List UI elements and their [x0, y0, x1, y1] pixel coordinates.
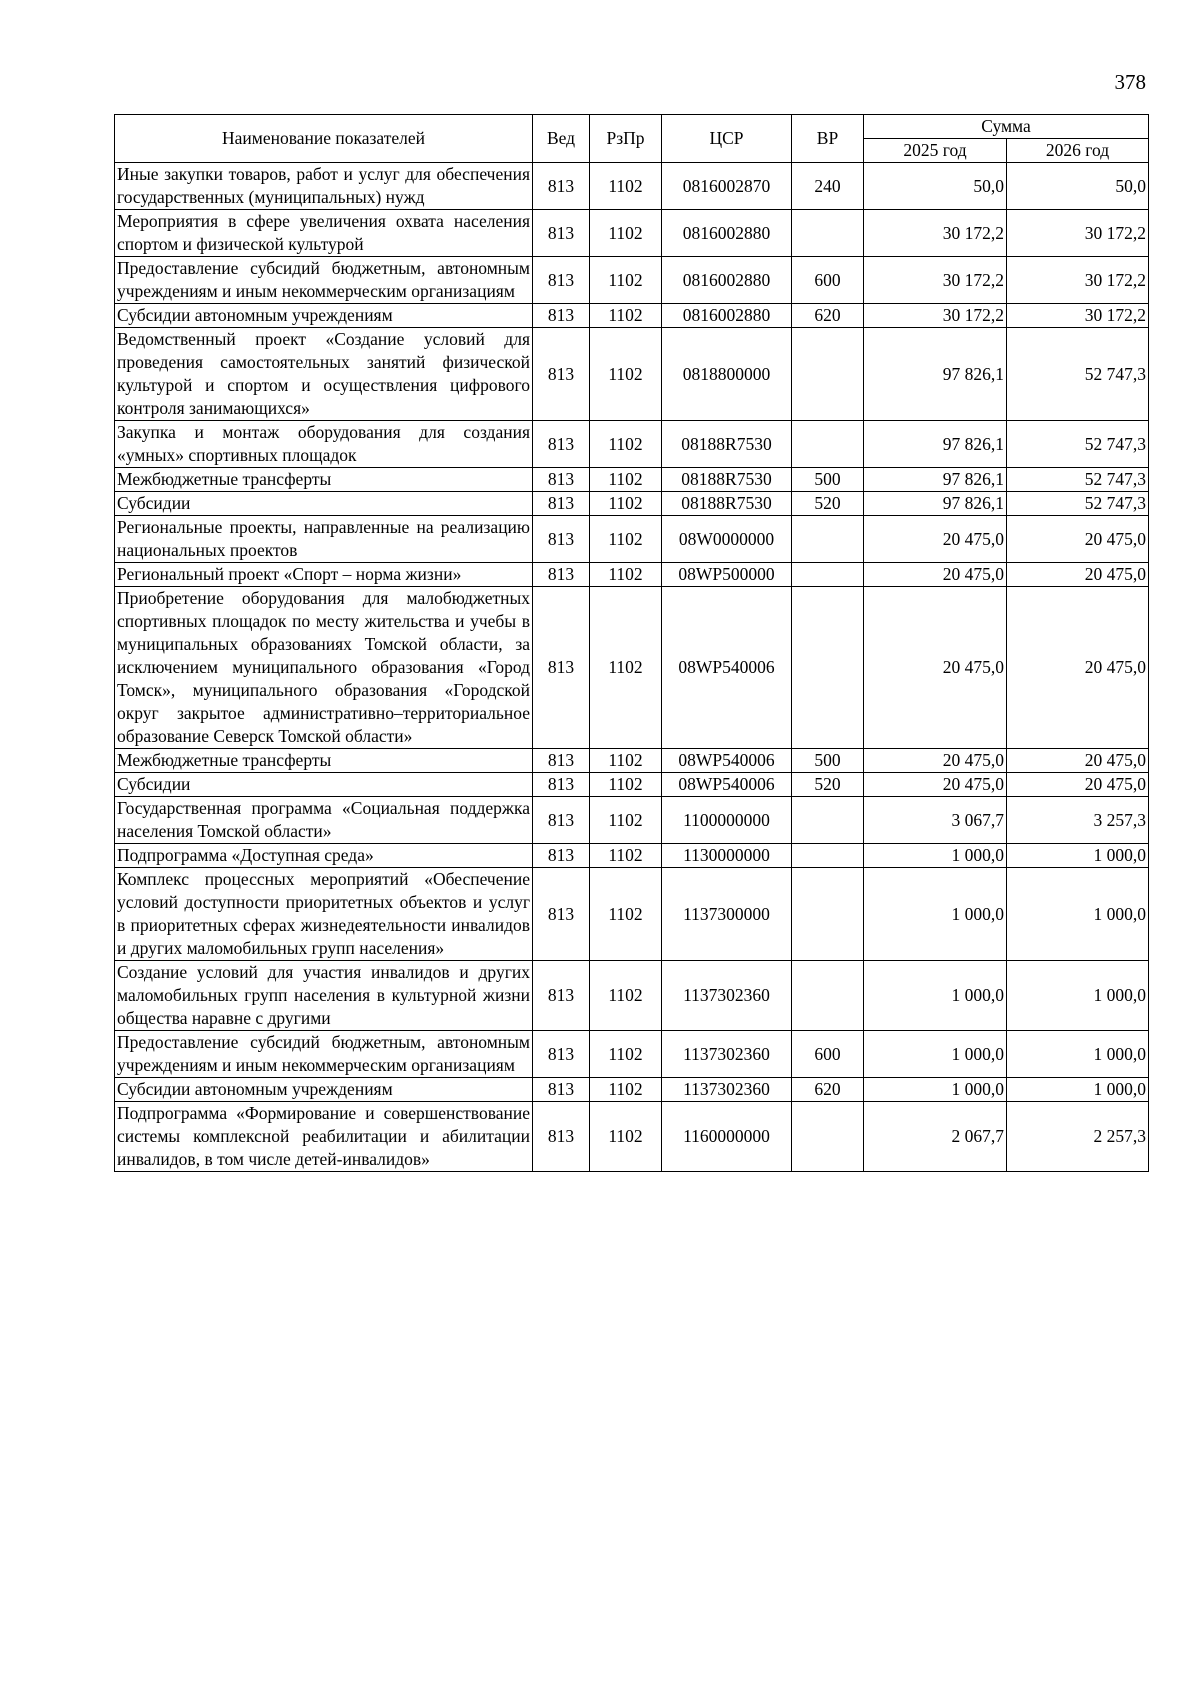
- cell-csr: 1137302360: [662, 1031, 792, 1078]
- header-vr: ВР: [792, 115, 864, 163]
- cell-vr: [792, 797, 864, 844]
- cell-csr: 1137302360: [662, 961, 792, 1031]
- cell-s2026: 1 000,0: [1007, 1031, 1149, 1078]
- cell-name: Межбюджетные трансферты: [115, 468, 533, 492]
- cell-s2025: 97 826,1: [864, 421, 1007, 468]
- cell-csr: 1130000000: [662, 844, 792, 868]
- cell-s2025: 1 000,0: [864, 844, 1007, 868]
- table-row: [115, 421, 1149, 468]
- cell-vr: [792, 563, 864, 587]
- cell-name: Приобретение оборудования для малобюджетных спортивных площадок по месту жительства и учебы в муниципальных образованиях Томской области, за исключением муниципального образования «Город Томск», муниципального образования «Городской округ закрытое административно–территориальное образование Северск Томской области»: [115, 587, 533, 749]
- cell-rzpr: 1102: [590, 468, 662, 492]
- cell-s2025: 20 475,0: [864, 587, 1007, 749]
- cell-ved: 813: [533, 868, 590, 961]
- cell-name: Межбюджетные трансферты: [115, 749, 533, 773]
- cell-name: Комплекс процессных мероприятий «Обеспечение условий доступности приоритетных объектов и услуг в приоритетных сферах жизнедеятельности инвалидов и других маломобильных групп населения»: [115, 868, 533, 961]
- cell-s2026: 20 475,0: [1007, 773, 1149, 797]
- cell-name: Подпрограмма «Формирование и совершенствование системы комплексной реабилитации и абилитации инвалидов, в том числе детей-инвалидов»: [115, 1102, 533, 1172]
- cell-ved: 813: [533, 773, 590, 797]
- cell-csr: 08WP500000: [662, 563, 792, 587]
- cell-name: Ведомственный проект «Создание условий для проведения самостоятельных занятий физической культурой и спортом и осуществления цифрового контроля занимающихся»: [115, 328, 533, 421]
- cell-csr: 0816002870: [662, 163, 792, 210]
- cell-rzpr: 1102: [590, 516, 662, 563]
- cell-ved: 813: [533, 587, 590, 749]
- cell-rzpr: 1102: [590, 163, 662, 210]
- header-rzpr: РзПр: [590, 115, 662, 163]
- header-year-2025: 2025 год: [864, 139, 1007, 163]
- cell-csr: 08188R7530: [662, 492, 792, 516]
- cell-vr: 620: [792, 304, 864, 328]
- cell-csr: 08WP540006: [662, 587, 792, 749]
- cell-vr: 500: [792, 749, 864, 773]
- cell-csr: 08WP540006: [662, 773, 792, 797]
- header-year-2026: 2026 год: [1007, 139, 1149, 163]
- page-number: 378: [1114, 70, 1146, 94]
- cell-vr: [792, 587, 864, 749]
- cell-s2026: 52 747,3: [1007, 421, 1149, 468]
- cell-name: Государственная программа «Социальная поддержка населения Томской области»: [115, 797, 533, 844]
- cell-rzpr: 1102: [590, 1078, 662, 1102]
- cell-ved: 813: [533, 257, 590, 304]
- cell-rzpr: 1102: [590, 961, 662, 1031]
- cell-s2026: 3 257,3: [1007, 797, 1149, 844]
- cell-ved: 813: [533, 492, 590, 516]
- cell-s2025: 1 000,0: [864, 1078, 1007, 1102]
- table-header: [115, 115, 1149, 163]
- cell-csr: 08W0000000: [662, 516, 792, 563]
- cell-rzpr: 1102: [590, 328, 662, 421]
- cell-s2026: 50,0: [1007, 163, 1149, 210]
- cell-csr: 0818800000: [662, 328, 792, 421]
- cell-csr: 0816002880: [662, 257, 792, 304]
- table-row: [115, 797, 1149, 844]
- table-row: [115, 587, 1149, 749]
- cell-name: Иные закупки товаров, работ и услуг для обеспечения государственных (муниципальных) нужд: [115, 163, 533, 210]
- cell-name: Субсидии: [115, 492, 533, 516]
- cell-s2026: 1 000,0: [1007, 844, 1149, 868]
- cell-rzpr: 1102: [590, 563, 662, 587]
- cell-name: Закупка и монтаж оборудования для создания «умных» спортивных площадок: [115, 421, 533, 468]
- cell-csr: 1137300000: [662, 868, 792, 961]
- cell-s2025: 1 000,0: [864, 868, 1007, 961]
- cell-s2025: 97 826,1: [864, 492, 1007, 516]
- cell-vr: 600: [792, 257, 864, 304]
- cell-csr: 1160000000: [662, 1102, 792, 1172]
- cell-name: Региональные проекты, направленные на реализацию национальных проектов: [115, 516, 533, 563]
- cell-s2026: 20 475,0: [1007, 516, 1149, 563]
- cell-csr: 1100000000: [662, 797, 792, 844]
- cell-vr: [792, 516, 864, 563]
- cell-csr: 08WP540006: [662, 749, 792, 773]
- table-row: [115, 328, 1149, 421]
- cell-s2025: 30 172,2: [864, 304, 1007, 328]
- header-sum: Сумма: [864, 115, 1149, 139]
- cell-s2026: 52 747,3: [1007, 492, 1149, 516]
- cell-ved: 813: [533, 961, 590, 1031]
- cell-rzpr: 1102: [590, 257, 662, 304]
- cell-rzpr: 1102: [590, 304, 662, 328]
- table-row: [115, 492, 1149, 516]
- cell-ved: 813: [533, 1031, 590, 1078]
- cell-name: Субсидии автономным учреждениям: [115, 304, 533, 328]
- cell-vr: [792, 868, 864, 961]
- cell-name: Предоставление субсидий бюджетным, автономным учреждениям и иным некоммерческим организациям: [115, 257, 533, 304]
- cell-s2025: 20 475,0: [864, 773, 1007, 797]
- table-row: [115, 257, 1149, 304]
- cell-ved: 813: [533, 163, 590, 210]
- cell-ved: 813: [533, 516, 590, 563]
- cell-s2025: 3 067,7: [864, 797, 1007, 844]
- cell-name: Субсидии автономным учреждениям: [115, 1078, 533, 1102]
- cell-csr: 0816002880: [662, 210, 792, 257]
- cell-vr: 520: [792, 773, 864, 797]
- cell-s2025: 50,0: [864, 163, 1007, 210]
- cell-s2026: 1 000,0: [1007, 961, 1149, 1031]
- table-row: [115, 304, 1149, 328]
- cell-ved: 813: [533, 304, 590, 328]
- header-csr: ЦСР: [662, 115, 792, 163]
- cell-s2026: 1 000,0: [1007, 868, 1149, 961]
- cell-rzpr: 1102: [590, 1102, 662, 1172]
- cell-rzpr: 1102: [590, 421, 662, 468]
- cell-s2026: 20 475,0: [1007, 587, 1149, 749]
- cell-s2026: 1 000,0: [1007, 1078, 1149, 1102]
- cell-s2025: 1 000,0: [864, 1031, 1007, 1078]
- cell-ved: 813: [533, 328, 590, 421]
- cell-csr: 08188R7530: [662, 468, 792, 492]
- table-row: [115, 563, 1149, 587]
- cell-s2025: 20 475,0: [864, 516, 1007, 563]
- cell-rzpr: 1102: [590, 1031, 662, 1078]
- cell-vr: 500: [792, 468, 864, 492]
- cell-ved: 813: [533, 421, 590, 468]
- cell-s2025: 30 172,2: [864, 257, 1007, 304]
- cell-name: Предоставление субсидий бюджетным, автономным учреждениям и иным некоммерческим организациям: [115, 1031, 533, 1078]
- cell-s2026: 2 257,3: [1007, 1102, 1149, 1172]
- cell-rzpr: 1102: [590, 492, 662, 516]
- cell-vr: 600: [792, 1031, 864, 1078]
- cell-rzpr: 1102: [590, 773, 662, 797]
- cell-name: Создание условий для участия инвалидов и других маломобильных групп населения в культурной жизни общества наравне с другими: [115, 961, 533, 1031]
- cell-s2025: 1 000,0: [864, 961, 1007, 1031]
- cell-s2026: 30 172,2: [1007, 210, 1149, 257]
- cell-csr: 08188R7530: [662, 421, 792, 468]
- cell-vr: [792, 328, 864, 421]
- cell-csr: 1137302360: [662, 1078, 792, 1102]
- cell-csr: 0816002880: [662, 304, 792, 328]
- cell-s2026: 20 475,0: [1007, 563, 1149, 587]
- table-row: [115, 210, 1149, 257]
- table-row: [115, 773, 1149, 797]
- cell-s2026: 20 475,0: [1007, 749, 1149, 773]
- cell-rzpr: 1102: [590, 749, 662, 773]
- header-ved: Вед: [533, 115, 590, 163]
- cell-vr: 240: [792, 163, 864, 210]
- cell-ved: 813: [533, 210, 590, 257]
- header-name: Наименование показателей: [115, 115, 533, 163]
- table-row: [115, 961, 1149, 1031]
- cell-vr: [792, 1102, 864, 1172]
- cell-vr: 520: [792, 492, 864, 516]
- cell-vr: [792, 210, 864, 257]
- table-row: [115, 1078, 1149, 1102]
- cell-ved: 813: [533, 797, 590, 844]
- cell-ved: 813: [533, 468, 590, 492]
- table-row: [115, 844, 1149, 868]
- cell-vr: 620: [792, 1078, 864, 1102]
- table-row: [115, 1031, 1149, 1078]
- cell-ved: 813: [533, 563, 590, 587]
- cell-s2026: 30 172,2: [1007, 304, 1149, 328]
- cell-name: Мероприятия в сфере увеличения охвата населения спортом и физической культурой: [115, 210, 533, 257]
- cell-s2025: 20 475,0: [864, 749, 1007, 773]
- cell-vr: [792, 421, 864, 468]
- cell-s2025: 2 067,7: [864, 1102, 1007, 1172]
- cell-name: Подпрограмма «Доступная среда»: [115, 844, 533, 868]
- table-row: [115, 868, 1149, 961]
- cell-vr: [792, 844, 864, 868]
- table-row: [115, 749, 1149, 773]
- cell-ved: 813: [533, 1102, 590, 1172]
- cell-s2025: 97 826,1: [864, 328, 1007, 421]
- table-row: [115, 1102, 1149, 1172]
- cell-s2025: 97 826,1: [864, 468, 1007, 492]
- cell-name: Региональный проект «Спорт – норма жизни»: [115, 563, 533, 587]
- table-body: [115, 163, 1149, 1172]
- cell-ved: 813: [533, 844, 590, 868]
- cell-rzpr: 1102: [590, 797, 662, 844]
- table-row: [115, 468, 1149, 492]
- cell-rzpr: 1102: [590, 210, 662, 257]
- cell-s2026: 30 172,2: [1007, 257, 1149, 304]
- cell-ved: 813: [533, 1078, 590, 1102]
- cell-rzpr: 1102: [590, 587, 662, 749]
- cell-s2026: 52 747,3: [1007, 328, 1149, 421]
- cell-name: Субсидии: [115, 773, 533, 797]
- cell-rzpr: 1102: [590, 844, 662, 868]
- cell-vr: [792, 961, 864, 1031]
- cell-ved: 813: [533, 749, 590, 773]
- budget-table: [114, 114, 1149, 1172]
- table-row: [115, 163, 1149, 210]
- cell-s2025: 30 172,2: [864, 210, 1007, 257]
- table-row: [115, 516, 1149, 563]
- cell-rzpr: 1102: [590, 868, 662, 961]
- cell-s2025: 20 475,0: [864, 563, 1007, 587]
- cell-s2026: 52 747,3: [1007, 468, 1149, 492]
